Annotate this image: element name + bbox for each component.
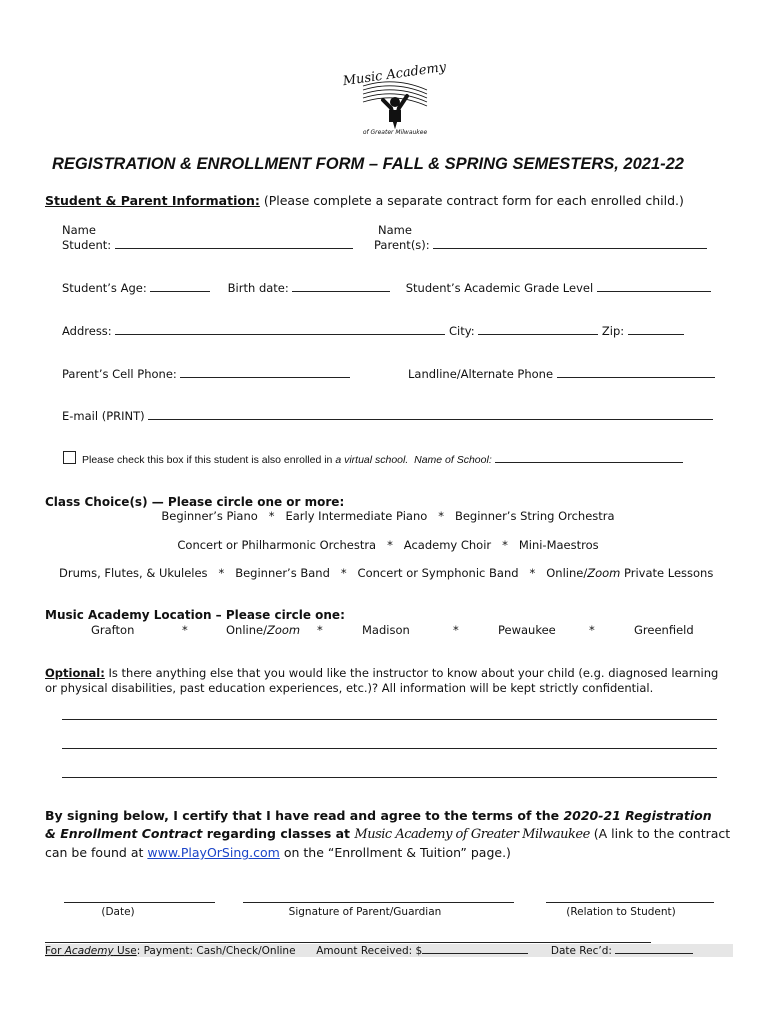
date-recd-label: Date Rec’d:: [550, 945, 612, 957]
optional-line-1[interactable]: [62, 719, 717, 720]
optional-text-2: or physical disabilities, past education experiences, etc.)? All information will be kept strictly confidential.: [45, 681, 654, 695]
email-field[interactable]: [148, 408, 713, 420]
school-name-field[interactable]: [495, 453, 683, 463]
city-label: City:: [449, 324, 475, 338]
class-choice-row-3[interactable]: [59, 566, 713, 580]
class-choice-row-3-text: Drums, Flutes, & Ukuleles * Beginner’s Band * Concert or Symphonic Band * Online/: [59, 566, 588, 580]
grade-field[interactable]: [597, 280, 711, 292]
location-greenfield[interactable]: Greenfield: [634, 623, 694, 637]
parent-name-label-top: Name: [378, 223, 412, 237]
virtual-text: Please check this box if this student is also enrolled in: [82, 454, 336, 466]
footer-divider: [45, 942, 651, 943]
optional-line-3[interactable]: [62, 777, 717, 778]
date-recd-field[interactable]: [615, 944, 693, 954]
office-use-row: [45, 944, 693, 957]
location-heading: Music Academy Location – Please circle one:: [45, 608, 345, 622]
student-parent-heading-row: [45, 193, 684, 208]
address-row: [62, 323, 684, 338]
zip-field[interactable]: [628, 323, 684, 335]
landline-field[interactable]: [557, 366, 715, 378]
email-label: E-mail (PRINT): [62, 409, 145, 423]
form-title: REGISTRATION & ENROLLMENT FORM – FALL & SPRING SEMESTERS, 2021-22: [52, 155, 684, 173]
amount-label: Amount Received: $: [316, 945, 423, 957]
age-birth-grade-row: [62, 280, 711, 295]
student-parent-heading: Student & Parent Information:: [45, 193, 260, 208]
student-name-field[interactable]: [115, 237, 353, 249]
for-label: For: [45, 945, 65, 957]
student-parent-note: (Please complete a separate contract form for each enrolled child.): [263, 193, 684, 208]
location-star-4: *: [589, 623, 595, 637]
student-label: Student:: [62, 238, 112, 252]
location-star-1: *: [182, 623, 188, 637]
signature-caption: Signature of Parent/Guardian: [288, 906, 442, 918]
svg-text:Music Academy: Music Academy: [341, 59, 448, 90]
certify-mid: regarding classes at: [202, 826, 355, 841]
certify-post: (A link to the contract: [589, 826, 731, 841]
virtual-school-checkbox[interactable]: [63, 451, 76, 464]
student-name-label-top: Name: [62, 223, 96, 237]
age-label: Student’s Age:: [62, 281, 147, 295]
relation-line[interactable]: [546, 902, 714, 903]
cell-label: Parent’s Cell Phone:: [62, 367, 177, 381]
optional-row-1: [45, 666, 718, 680]
certify-contract-cont: & Enrollment Contract: [45, 826, 203, 841]
birth-date-field[interactable]: [292, 280, 390, 292]
class-choice-row-1[interactable]: Beginner’s Piano * Early Intermediate Piano * Beginner’s String Orchestra: [161, 509, 615, 523]
relation-caption: (Relation to Student): [566, 906, 676, 918]
zip-label: Zip:: [601, 324, 625, 338]
location-zoom: Zoom: [266, 623, 301, 637]
date-caption: (Date): [101, 906, 135, 918]
signature-line[interactable]: [243, 902, 514, 903]
certify-line-2: [45, 826, 730, 842]
academy-script-name: Music Academy of Greater Milwaukee: [354, 827, 590, 842]
certify-line-3-post: on the “Enrollment & Tuition” page.): [279, 845, 511, 860]
location-madison[interactable]: Madison: [362, 623, 410, 637]
date-line[interactable]: [64, 902, 215, 903]
location-online[interactable]: [226, 623, 300, 637]
cell-row: [62, 366, 350, 381]
class-choice-zoom: Zoom: [587, 566, 621, 580]
birth-label: Birth date:: [227, 281, 289, 295]
parents-label: Parent(s):: [374, 238, 430, 252]
address-field[interactable]: [115, 323, 445, 335]
optional-label: Optional:: [45, 666, 105, 680]
landline-label: Landline/Alternate Phone: [408, 367, 554, 381]
parent-name-row: [374, 237, 707, 252]
class-choice-heading: Class Choice(s) — Please circle one or more:: [45, 495, 345, 509]
city-field[interactable]: [478, 323, 598, 335]
cell-phone-field[interactable]: [180, 366, 350, 378]
use-label: Use: [113, 945, 137, 957]
school-name-label: Name of School:: [414, 454, 492, 466]
virtual-text-em: a virtual school.: [335, 454, 409, 466]
certify-pre: By signing below, I certify that I have read and agree to the terms of the: [45, 808, 564, 823]
optional-text-1: Is there anything else that you would like the instructor to know about your child (e.g. diagnosed learning: [104, 666, 719, 680]
certify-line-3: [45, 845, 511, 860]
certify-contract: 2020-21 Registration: [563, 808, 712, 823]
academy-label: Academy: [64, 945, 114, 957]
landline-row: [408, 366, 715, 381]
class-choice-private: Private Lessons: [620, 566, 714, 580]
certify-line-1: [45, 808, 712, 823]
location-grafton[interactable]: Grafton: [91, 623, 135, 637]
class-choice-row-2[interactable]: Concert or Philharmonic Orchestra * Academy Choir * Mini-Maestros: [177, 538, 599, 552]
location-pewaukee[interactable]: Pewaukee: [498, 623, 556, 637]
address-label: Address:: [62, 324, 112, 338]
virtual-school-row: [63, 451, 683, 466]
playorsing-link[interactable]: www.PlayOrSing.com: [147, 845, 280, 860]
parent-name-field[interactable]: [433, 237, 707, 249]
payment-label: : Payment: Cash/Check/Online: [136, 945, 296, 957]
grade-label: Student’s Academic Grade Level: [405, 281, 594, 295]
email-row: [62, 408, 713, 423]
student-name-row: [62, 237, 353, 252]
optional-line-2[interactable]: [62, 748, 717, 749]
age-field[interactable]: [150, 280, 210, 292]
location-star-2: *: [317, 623, 323, 637]
music-academy-logo: [341, 56, 448, 136]
svg-text:of Greater Milwaukee: of Greater Milwaukee: [362, 129, 428, 136]
location-online-text: Online/: [226, 623, 267, 637]
certify-line-3-pre: can be found at: [45, 845, 148, 860]
amount-field[interactable]: [422, 944, 528, 954]
location-star-3: *: [453, 623, 459, 637]
